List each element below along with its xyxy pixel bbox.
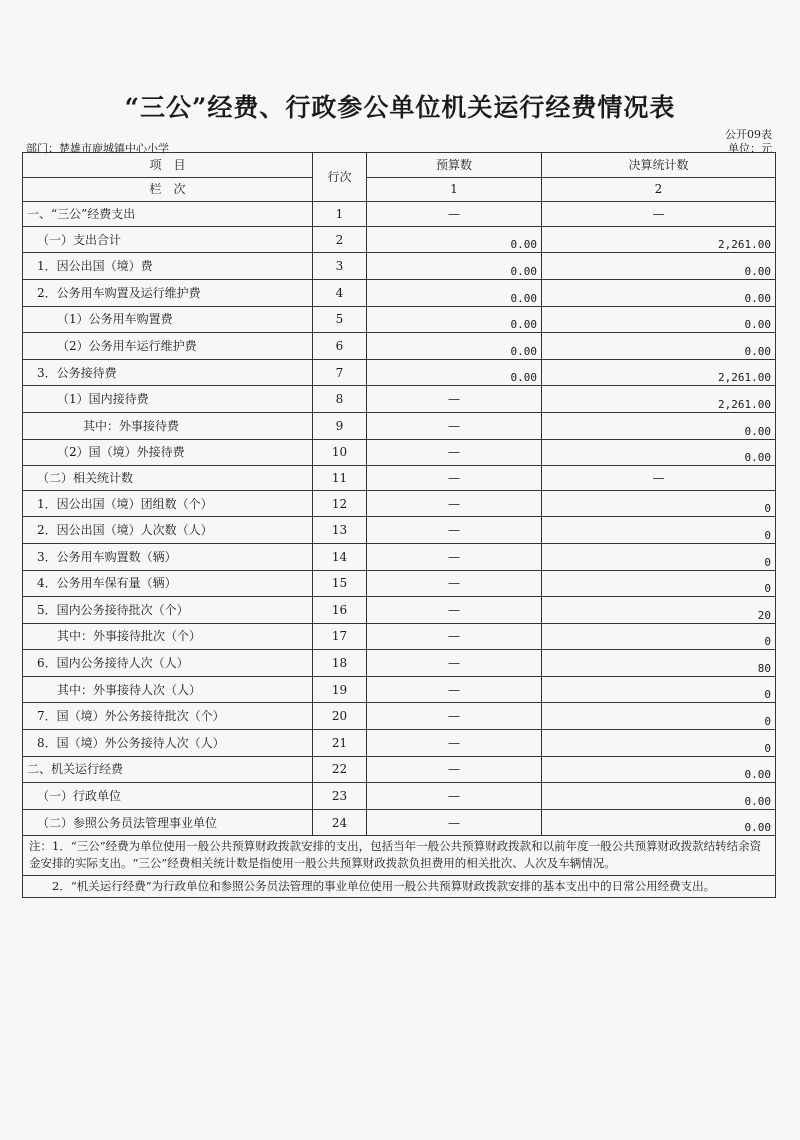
row-line-number: 22 (313, 756, 367, 783)
table-row (23, 279, 776, 306)
row-final: 0.00 (542, 783, 776, 810)
row-final: 0 (542, 517, 776, 544)
row-budget: 0.00 (367, 359, 542, 386)
row-budget: — (367, 703, 542, 730)
page-title: “三公”经费、行政参公单位机关运行经费情况表 (124, 93, 676, 122)
header-row-1 (23, 153, 776, 178)
row-final: 0 (542, 703, 776, 730)
header-line: 行次 (313, 153, 367, 202)
row-line-number: 1 (313, 202, 367, 227)
row-item: 一、“三公”经费支出 (23, 202, 313, 227)
row-final: 0.00 (542, 412, 776, 439)
row-item: 1．因公出国（境）团组数（个） (23, 490, 313, 517)
row-final: 0.00 (542, 279, 776, 306)
row-line-number: 24 (313, 809, 367, 836)
row-item: （一）支出合计 (23, 226, 313, 253)
row-final: 0.00 (542, 809, 776, 836)
row-budget: — (367, 412, 542, 439)
row-item: 1．因公出国（境）费 (23, 253, 313, 280)
row-line-number: 16 (313, 597, 367, 624)
form-number: 公开09表 (725, 128, 772, 141)
table-row (23, 730, 776, 757)
department-label: 部门：楚雄市鹿城镇中心小学 (26, 142, 169, 155)
row-budget: 0.00 (367, 226, 542, 253)
row-item: （2）国（境）外接待费 (23, 439, 313, 466)
row-budget: — (367, 517, 542, 544)
row-line-number: 17 (313, 623, 367, 650)
header-row-2 (23, 177, 776, 202)
table-row (23, 597, 776, 624)
row-item: （1）公务用车购置费 (23, 306, 313, 333)
row-item: 6．国内公务接待人次（人） (23, 650, 313, 677)
row-item: （1）国内接待费 (23, 386, 313, 413)
row-budget: 0.00 (367, 306, 542, 333)
header-final: 决算统计数 (542, 153, 776, 178)
row-final: — (542, 202, 776, 227)
row-line-number: 7 (313, 359, 367, 386)
row-line-number: 13 (313, 517, 367, 544)
row-item: 4．公务用车保有量（辆） (23, 570, 313, 597)
table-row (23, 650, 776, 677)
row-item: （2）公务用车运行维护费 (23, 333, 313, 360)
row-line-number: 2 (313, 226, 367, 253)
row-budget: — (367, 756, 542, 783)
row-item: 其中：外事接待人次（人） (23, 676, 313, 703)
row-line-number: 8 (313, 386, 367, 413)
header-budget: 预算数 (367, 153, 542, 178)
row-budget: — (367, 623, 542, 650)
row-budget: — (367, 386, 542, 413)
row-line-number: 6 (313, 333, 367, 360)
note-1: 注：1．“三公”经费为单位使用一般公共预算财政拨款安排的支出，包括当年一般公共预算财政拨款和以前年度一般公共预算财政拨款结转结余资金安排的实际支出。“三公”经费相关统计数是指使用一般公共预算财政拨款负担费用的相关批次、人次及车辆情况。 (23, 836, 776, 875)
row-budget: — (367, 202, 542, 227)
row-budget: — (367, 490, 542, 517)
table-row (23, 412, 776, 439)
table-row (23, 226, 776, 253)
table-row (23, 202, 776, 227)
table-row (23, 466, 776, 491)
row-item: 8．国（境）外公务接待人次（人） (23, 730, 313, 757)
table-row (23, 783, 776, 810)
expense-table (22, 152, 776, 898)
row-line-number: 5 (313, 306, 367, 333)
row-line-number: 15 (313, 570, 367, 597)
row-final: 2,261.00 (542, 386, 776, 413)
row-budget: — (367, 439, 542, 466)
row-line-number: 19 (313, 676, 367, 703)
note-2: 2．“机关运行经费”为行政单位和参照公务员法管理的事业单位使用一般公共预算财政拨款安排的基本支出中的日常公用经费支出。 (23, 875, 776, 898)
row-line-number: 20 (313, 703, 367, 730)
row-line-number: 11 (313, 466, 367, 491)
row-final: 0.00 (542, 439, 776, 466)
row-budget: — (367, 676, 542, 703)
row-budget: — (367, 730, 542, 757)
row-item: 2．公务用车购置及运行维护费 (23, 279, 313, 306)
header-column: 栏 次 (23, 177, 313, 202)
row-line-number: 12 (313, 490, 367, 517)
row-line-number: 9 (313, 412, 367, 439)
table-row (23, 439, 776, 466)
table-row (23, 306, 776, 333)
table-row (23, 517, 776, 544)
row-item: 7．国（境）外公务接待批次（个） (23, 703, 313, 730)
table-row (23, 570, 776, 597)
row-budget: — (367, 543, 542, 570)
row-item: 5．国内公务接待批次（个） (23, 597, 313, 624)
table-row (23, 253, 776, 280)
row-budget: — (367, 650, 542, 677)
row-final: 0 (542, 730, 776, 757)
row-final: 0 (542, 623, 776, 650)
row-final: 0.00 (542, 756, 776, 783)
table-row (23, 703, 776, 730)
row-final: 20 (542, 597, 776, 624)
row-item: 3．公务用车购置数（辆） (23, 543, 313, 570)
header-col1: 1 (367, 177, 542, 202)
row-budget: 0.00 (367, 279, 542, 306)
row-line-number: 10 (313, 439, 367, 466)
row-final: 2,261.00 (542, 359, 776, 386)
row-final: — (542, 466, 776, 491)
unit-label: 单位：元 (728, 142, 772, 155)
row-budget: — (367, 809, 542, 836)
row-item: （一）行政单位 (23, 783, 313, 810)
row-budget: — (367, 570, 542, 597)
row-line-number: 4 (313, 279, 367, 306)
row-final: 0.00 (542, 333, 776, 360)
row-final: 0 (542, 570, 776, 597)
row-item: 其中：外事接待费 (23, 412, 313, 439)
header-item: 项 目 (23, 153, 313, 178)
table-row (23, 809, 776, 836)
row-final: 0 (542, 490, 776, 517)
row-item: 2．因公出国（境）人次数（人） (23, 517, 313, 544)
header-col2: 2 (542, 177, 776, 202)
table-row (23, 756, 776, 783)
row-item: 3．公务接待费 (23, 359, 313, 386)
row-final: 0 (542, 543, 776, 570)
table-row (23, 333, 776, 360)
table-row (23, 386, 776, 413)
row-item: （二）相关统计数 (23, 466, 313, 491)
row-line-number: 3 (313, 253, 367, 280)
note-row-1 (23, 836, 776, 875)
row-budget: 0.00 (367, 333, 542, 360)
row-final: 2,261.00 (542, 226, 776, 253)
row-line-number: 23 (313, 783, 367, 810)
row-line-number: 21 (313, 730, 367, 757)
row-item: 其中：外事接待批次（个） (23, 623, 313, 650)
row-line-number: 18 (313, 650, 367, 677)
row-budget: — (367, 466, 542, 491)
table-row (23, 623, 776, 650)
table-row (23, 676, 776, 703)
note-row-2 (23, 875, 776, 898)
table-row (23, 543, 776, 570)
table-row (23, 359, 776, 386)
table-row (23, 490, 776, 517)
row-final: 0.00 (542, 306, 776, 333)
row-final: 0 (542, 676, 776, 703)
row-final: 0.00 (542, 253, 776, 280)
row-item: （二）参照公务员法管理事业单位 (23, 809, 313, 836)
row-item: 二、机关运行经费 (23, 756, 313, 783)
row-budget: — (367, 783, 542, 810)
row-budget: 0.00 (367, 253, 542, 280)
row-final: 80 (542, 650, 776, 677)
row-budget: — (367, 597, 542, 624)
row-line-number: 14 (313, 543, 367, 570)
